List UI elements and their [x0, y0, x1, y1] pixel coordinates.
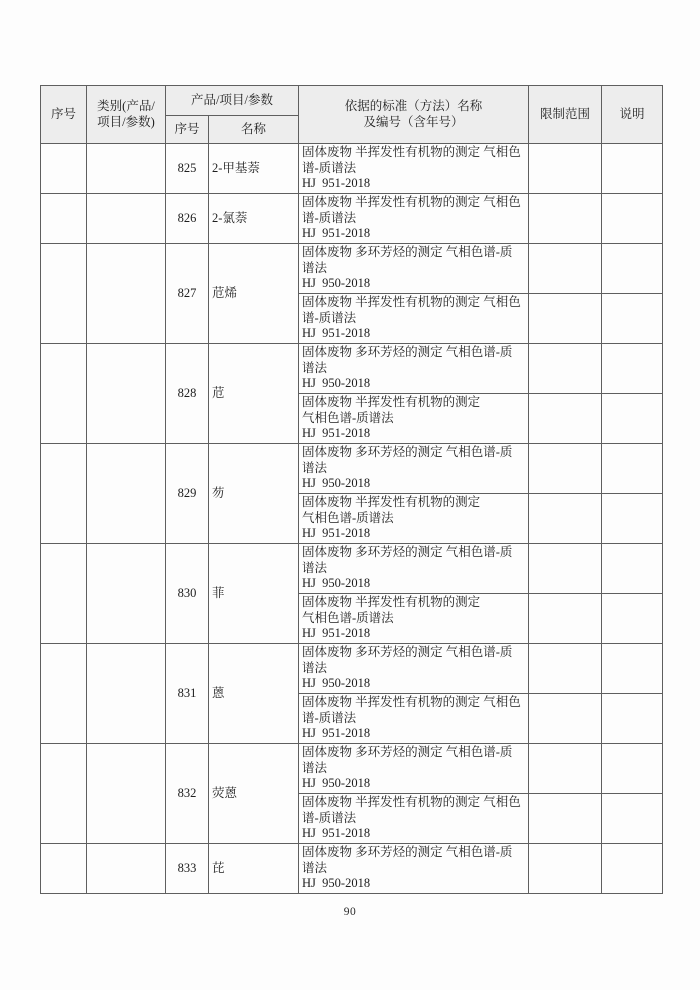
header-seq: 序号 [41, 86, 87, 144]
table-row [41, 194, 663, 244]
category-cell [87, 544, 166, 644]
seq-cell [41, 344, 87, 444]
note-cell [602, 494, 663, 544]
standard-cell: 固体废物 半挥发性有机物的测定 气相色 谱-质谱法 HJ 951-2018 [299, 194, 529, 244]
item-name-cell: 芴 [209, 444, 299, 544]
accreditation-scope-table [40, 85, 663, 894]
item-name-cell: 菲 [209, 544, 299, 644]
limit-cell [529, 494, 602, 544]
note-cell [602, 294, 663, 344]
item-no-cell: 826 [166, 194, 209, 244]
table-row [41, 644, 663, 694]
standard-cell: 固体废物 多环芳烃的测定 气相色谱-质 谱法 HJ 950-2018 [299, 744, 529, 794]
table-row [41, 844, 663, 894]
standard-cell: 固体废物 多环芳烃的测定 气相色谱-质 谱法 HJ 950-2018 [299, 644, 529, 694]
limit-cell [529, 794, 602, 844]
item-no-cell: 830 [166, 544, 209, 644]
limit-cell [529, 844, 602, 894]
standard-cell: 固体废物 多环芳烃的测定 气相色谱-质 谱法 HJ 950-2018 [299, 444, 529, 494]
note-cell [602, 544, 663, 594]
standard-cell: 固体废物 多环芳烃的测定 气相色谱-质 谱法 HJ 950-2018 [299, 344, 529, 394]
header-standard: 依据的标准（方法）名称 及编号（含年号） [299, 86, 529, 144]
header-item-seq: 序号 [166, 116, 209, 144]
header-category: 类别(产品/ 项目/参数) [87, 86, 166, 144]
seq-cell [41, 544, 87, 644]
item-no-cell: 829 [166, 444, 209, 544]
category-cell [87, 844, 166, 894]
category-cell [87, 744, 166, 844]
item-name-cell: 荧蒽 [209, 744, 299, 844]
table-row [41, 444, 663, 494]
table-header [41, 86, 663, 144]
standard-cell: 固体废物 多环芳烃的测定 气相色谱-质 谱法 HJ 950-2018 [299, 244, 529, 294]
limit-cell [529, 194, 602, 244]
seq-cell [41, 444, 87, 544]
limit-cell [529, 744, 602, 794]
table-row [41, 144, 663, 194]
standard-cell: 固体废物 半挥发性有机物的测定 气相色谱-质谱法 HJ 951-2018 [299, 594, 529, 644]
standard-cell: 固体废物 半挥发性有机物的测定 气相色 谱-质谱法 HJ 951-2018 [299, 294, 529, 344]
item-name-cell: 蒽 [209, 644, 299, 744]
item-no-cell: 832 [166, 744, 209, 844]
item-name-cell: 2-甲基萘 [209, 144, 299, 194]
category-cell [87, 194, 166, 244]
table-row [41, 744, 663, 794]
limit-cell [529, 244, 602, 294]
header-limit: 限制范围 [529, 86, 602, 144]
note-cell [602, 694, 663, 744]
standard-cell: 固体废物 多环芳烃的测定 气相色谱-质 谱法 HJ 950-2018 [299, 844, 529, 894]
note-cell [602, 794, 663, 844]
item-no-cell: 831 [166, 644, 209, 744]
category-cell [87, 344, 166, 444]
limit-cell [529, 344, 602, 394]
category-cell [87, 644, 166, 744]
item-no-cell: 828 [166, 344, 209, 444]
limit-cell [529, 544, 602, 594]
limit-cell [529, 644, 602, 694]
seq-cell [41, 644, 87, 744]
note-cell [602, 194, 663, 244]
item-name-cell: 苊烯 [209, 244, 299, 344]
item-name-cell: 芘 [209, 844, 299, 894]
note-cell [602, 144, 663, 194]
seq-cell [41, 144, 87, 194]
header-note: 说明 [602, 86, 663, 144]
limit-cell [529, 394, 602, 444]
item-name-cell: 苊 [209, 344, 299, 444]
standard-cell: 固体废物 半挥发性有机物的测定 气相色 谱-质谱法 HJ 951-2018 [299, 694, 529, 744]
header-item-name: 名称 [209, 116, 299, 144]
note-cell [602, 444, 663, 494]
limit-cell [529, 294, 602, 344]
header-product-group: 产品/项目/参数 [166, 86, 299, 116]
table-row [41, 544, 663, 594]
standard-cell: 固体废物 半挥发性有机物的测定 气相色 谱-质谱法 HJ 951-2018 [299, 144, 529, 194]
standard-cell: 固体废物 半挥发性有机物的测定 气相色谱-质谱法 HJ 951-2018 [299, 394, 529, 444]
item-no-cell: 825 [166, 144, 209, 194]
note-cell [602, 594, 663, 644]
table-body [41, 144, 663, 894]
note-cell [602, 644, 663, 694]
limit-cell [529, 594, 602, 644]
item-no-cell: 833 [166, 844, 209, 894]
table-row [41, 344, 663, 394]
item-no-cell: 827 [166, 244, 209, 344]
table-row [41, 244, 663, 294]
category-cell [87, 144, 166, 194]
note-cell [602, 744, 663, 794]
note-cell [602, 344, 663, 394]
limit-cell [529, 694, 602, 744]
category-cell [87, 244, 166, 344]
seq-cell [41, 744, 87, 844]
seq-cell [41, 844, 87, 894]
page-number: 90 [343, 906, 357, 918]
standard-cell: 固体废物 半挥发性有机物的测定 气相色 谱-质谱法 HJ 951-2018 [299, 794, 529, 844]
category-cell [87, 444, 166, 544]
limit-cell [529, 144, 602, 194]
header-row-top [41, 86, 663, 116]
note-cell [602, 244, 663, 294]
standard-cell: 固体废物 多环芳烃的测定 气相色谱-质 谱法 HJ 950-2018 [299, 544, 529, 594]
note-cell [602, 394, 663, 444]
note-cell [602, 844, 663, 894]
seq-cell [41, 244, 87, 344]
item-name-cell: 2-氯萘 [209, 194, 299, 244]
seq-cell [41, 194, 87, 244]
standard-cell: 固体废物 半挥发性有机物的测定 气相色谱-质谱法 HJ 951-2018 [299, 494, 529, 544]
limit-cell [529, 444, 602, 494]
